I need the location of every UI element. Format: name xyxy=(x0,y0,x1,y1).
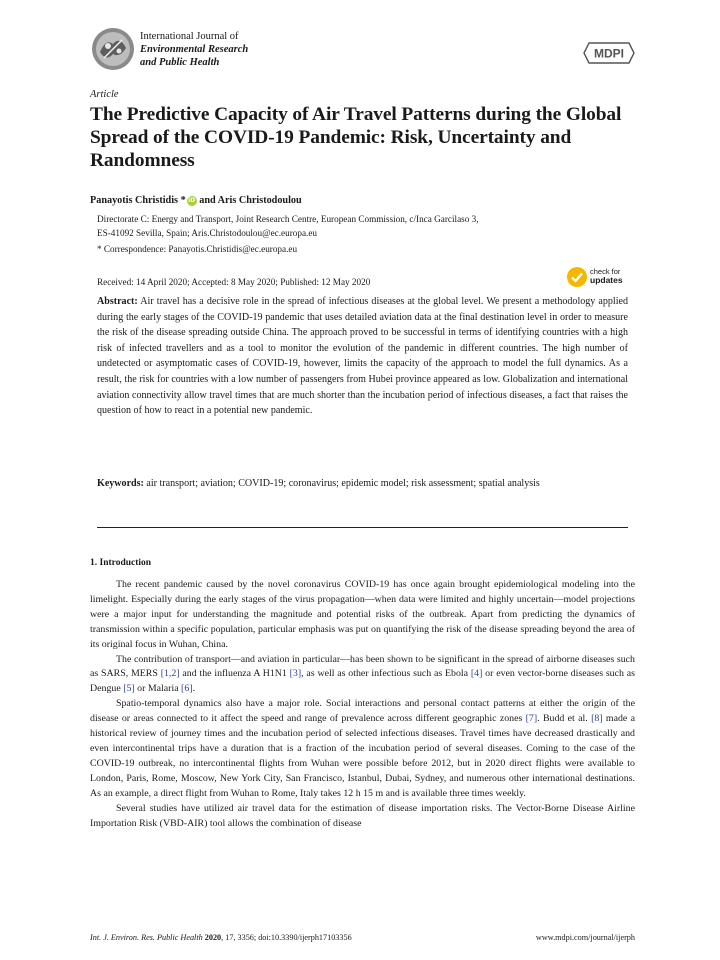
citation-link[interactable]: [5] xyxy=(123,683,135,695)
footer-doi[interactable]: , 17, 3356; doi:10.3390/ijerph17103356 xyxy=(221,933,352,942)
citation-link[interactable]: [7] xyxy=(525,713,538,725)
citation-link[interactable]: [6] xyxy=(181,683,193,695)
section-divider xyxy=(97,527,628,528)
journal-logo-icon xyxy=(90,26,136,72)
paragraph: Several studies have utilized air travel data for the estimation of disease importation risks. The Vector-Borne Disease Airline Importation Risk (VBD-AIR) tool allows the combination of disease xyxy=(90,802,635,829)
paragraph: The recent pandemic caused by the novel coronavirus COVID-19 has once again brought epidemiological modeling into the limelight. Especially during the early stages of the virus propagation—when data were limited and highly uncertain—model projections were a major input for understanding the magnitude and potential risks of the outbreak. Apart from predicting the dynamics of transmission within a specific population, particular emphasis was put on quantifying the risk of the disease spreading beyond the area of its original focus in Wuhan, China. xyxy=(90,579,635,650)
author-name[interactable]: Panayotis Christidis * xyxy=(90,195,186,206)
journal-name-line1: International Journal of xyxy=(140,31,239,42)
check-updates-line1: check for xyxy=(590,267,621,276)
section-heading: 1. Introduction xyxy=(90,558,152,568)
body-text xyxy=(90,578,635,831)
check-updates-text xyxy=(590,267,623,285)
author-name-second[interactable]: and Aris Christodoulou xyxy=(196,195,302,206)
affiliation-line: Directorate C: Energy and Transport, Joint Research Centre, European Commission, c/Inca Garcilaso 3, xyxy=(97,214,479,224)
footer-year: 2020 xyxy=(202,933,222,942)
paragraph: Spatio-temporal dynamics also have a major role. Social interactions and personal contact patterns at either the origin of the disease or areas connected to it affect the speed and range of prevalence across different geographic zones [7]. Budd et al. [8] made a historical review of journey times and the incubation period of selected infectious diseases. Travel times have decreased drastically and even intercontinental trips have a duration that is a fraction of the incubation period of several diseases. Coming to the case of the COVID-19 outbreak, no intercontinental flights from Wuhan were possible before 2012, but in 2020 direct flights were available to London, Paris, Rome, Moscow, New York City, San Francisco, Istanbul, Dubai, Sydney, and numerous other international destinations. As an example, a direct flight from Wuhan to Rome, Italy takes 12 h 15 m and is available three times weekly. xyxy=(90,698,635,799)
footer-citation xyxy=(90,933,352,942)
author-list xyxy=(90,195,302,206)
correspondence: * Correspondence: Panayotis.Christidis@ec.europa.eu xyxy=(97,244,298,254)
abstract xyxy=(97,294,628,419)
publication-dates: Received: 14 April 2020; Accepted: 8 May 2020; Published: 12 May 2020 xyxy=(97,277,371,287)
check-updates-line2: updates xyxy=(590,275,623,285)
citation-link[interactable]: [4] xyxy=(470,668,483,680)
keywords-text: air transport; aviation; COVID-19; coronavirus; epidemic model; risk assessment; spatial analysis xyxy=(146,478,540,489)
affiliation-line-email: ES-41092 Sevilla, Spain; Aris.Christodoulou@ec.europa.eu xyxy=(97,227,318,238)
citation-link[interactable]: [8] xyxy=(591,713,603,725)
citation-link[interactable]: [3] xyxy=(289,668,302,680)
abstract-text: Air travel has a decisive role in the spread of infectious diseases at the global level. We present a methodology applied during the early stages of the COVID-19 pandemic that uses detailed aviation data at the final destination level in order to measure the risk of the disease spreading outside China. The approach proved to be successful in terms of identifying countries with a high risk of infected travellers and as a tool to monitor the evolution of the pandemic in different countries. The high number of undetected or asymptomatic cases of COVID-19, however, limits the capacity of the approach to model the full dynamics. As a result, the risk for countries with a low number of passengers from Hubei province appeared as low. Globalization and international aviation connectivity allow travel times that are much shorter than the incubation period of infectious diseases, a fact that raises the question of how to react in a potential new pandemic. xyxy=(97,296,628,417)
citation-link[interactable]: [1,2] xyxy=(160,668,180,680)
paragraph: The contribution of transport—and aviation in particular—has been shown to be significant in the spread of airborne diseases such as SARS, MERS [1,2] and the influenza A H1N1 [3], as well as other infectious such as Ebola [4] or even vector-borne diseases such as Dengue [5] or Malaria [6]. xyxy=(90,653,635,695)
keywords xyxy=(97,476,628,492)
keywords-label: Keywords: xyxy=(97,478,144,489)
journal-name xyxy=(140,30,248,69)
check-updates-icon xyxy=(566,266,588,288)
orcid-icon[interactable]: iD xyxy=(188,197,196,204)
journal-header xyxy=(90,26,635,76)
article-title: The Predictive Capacity of Air Travel Patterns during the Global Spread of the COVID-19 Pandemic: Risk, Uncertainty and Randomness xyxy=(90,104,622,171)
article-type: Article xyxy=(90,89,119,100)
abstract-label: Abstract: xyxy=(97,296,138,307)
publisher-name: MDPI xyxy=(594,46,624,61)
footer-journal-abbr: Int. J. Environ. Res. Public Health xyxy=(90,933,203,942)
affiliation xyxy=(97,213,627,240)
journal-name-line3: and Public Health xyxy=(140,57,220,68)
mdpi-logo-icon xyxy=(583,42,635,64)
journal-name-line2: Environmental Research xyxy=(140,44,249,55)
check-for-updates-badge[interactable] xyxy=(566,265,636,293)
footer-url[interactable]: www.mdpi.com/journal/ijerph xyxy=(535,933,635,942)
